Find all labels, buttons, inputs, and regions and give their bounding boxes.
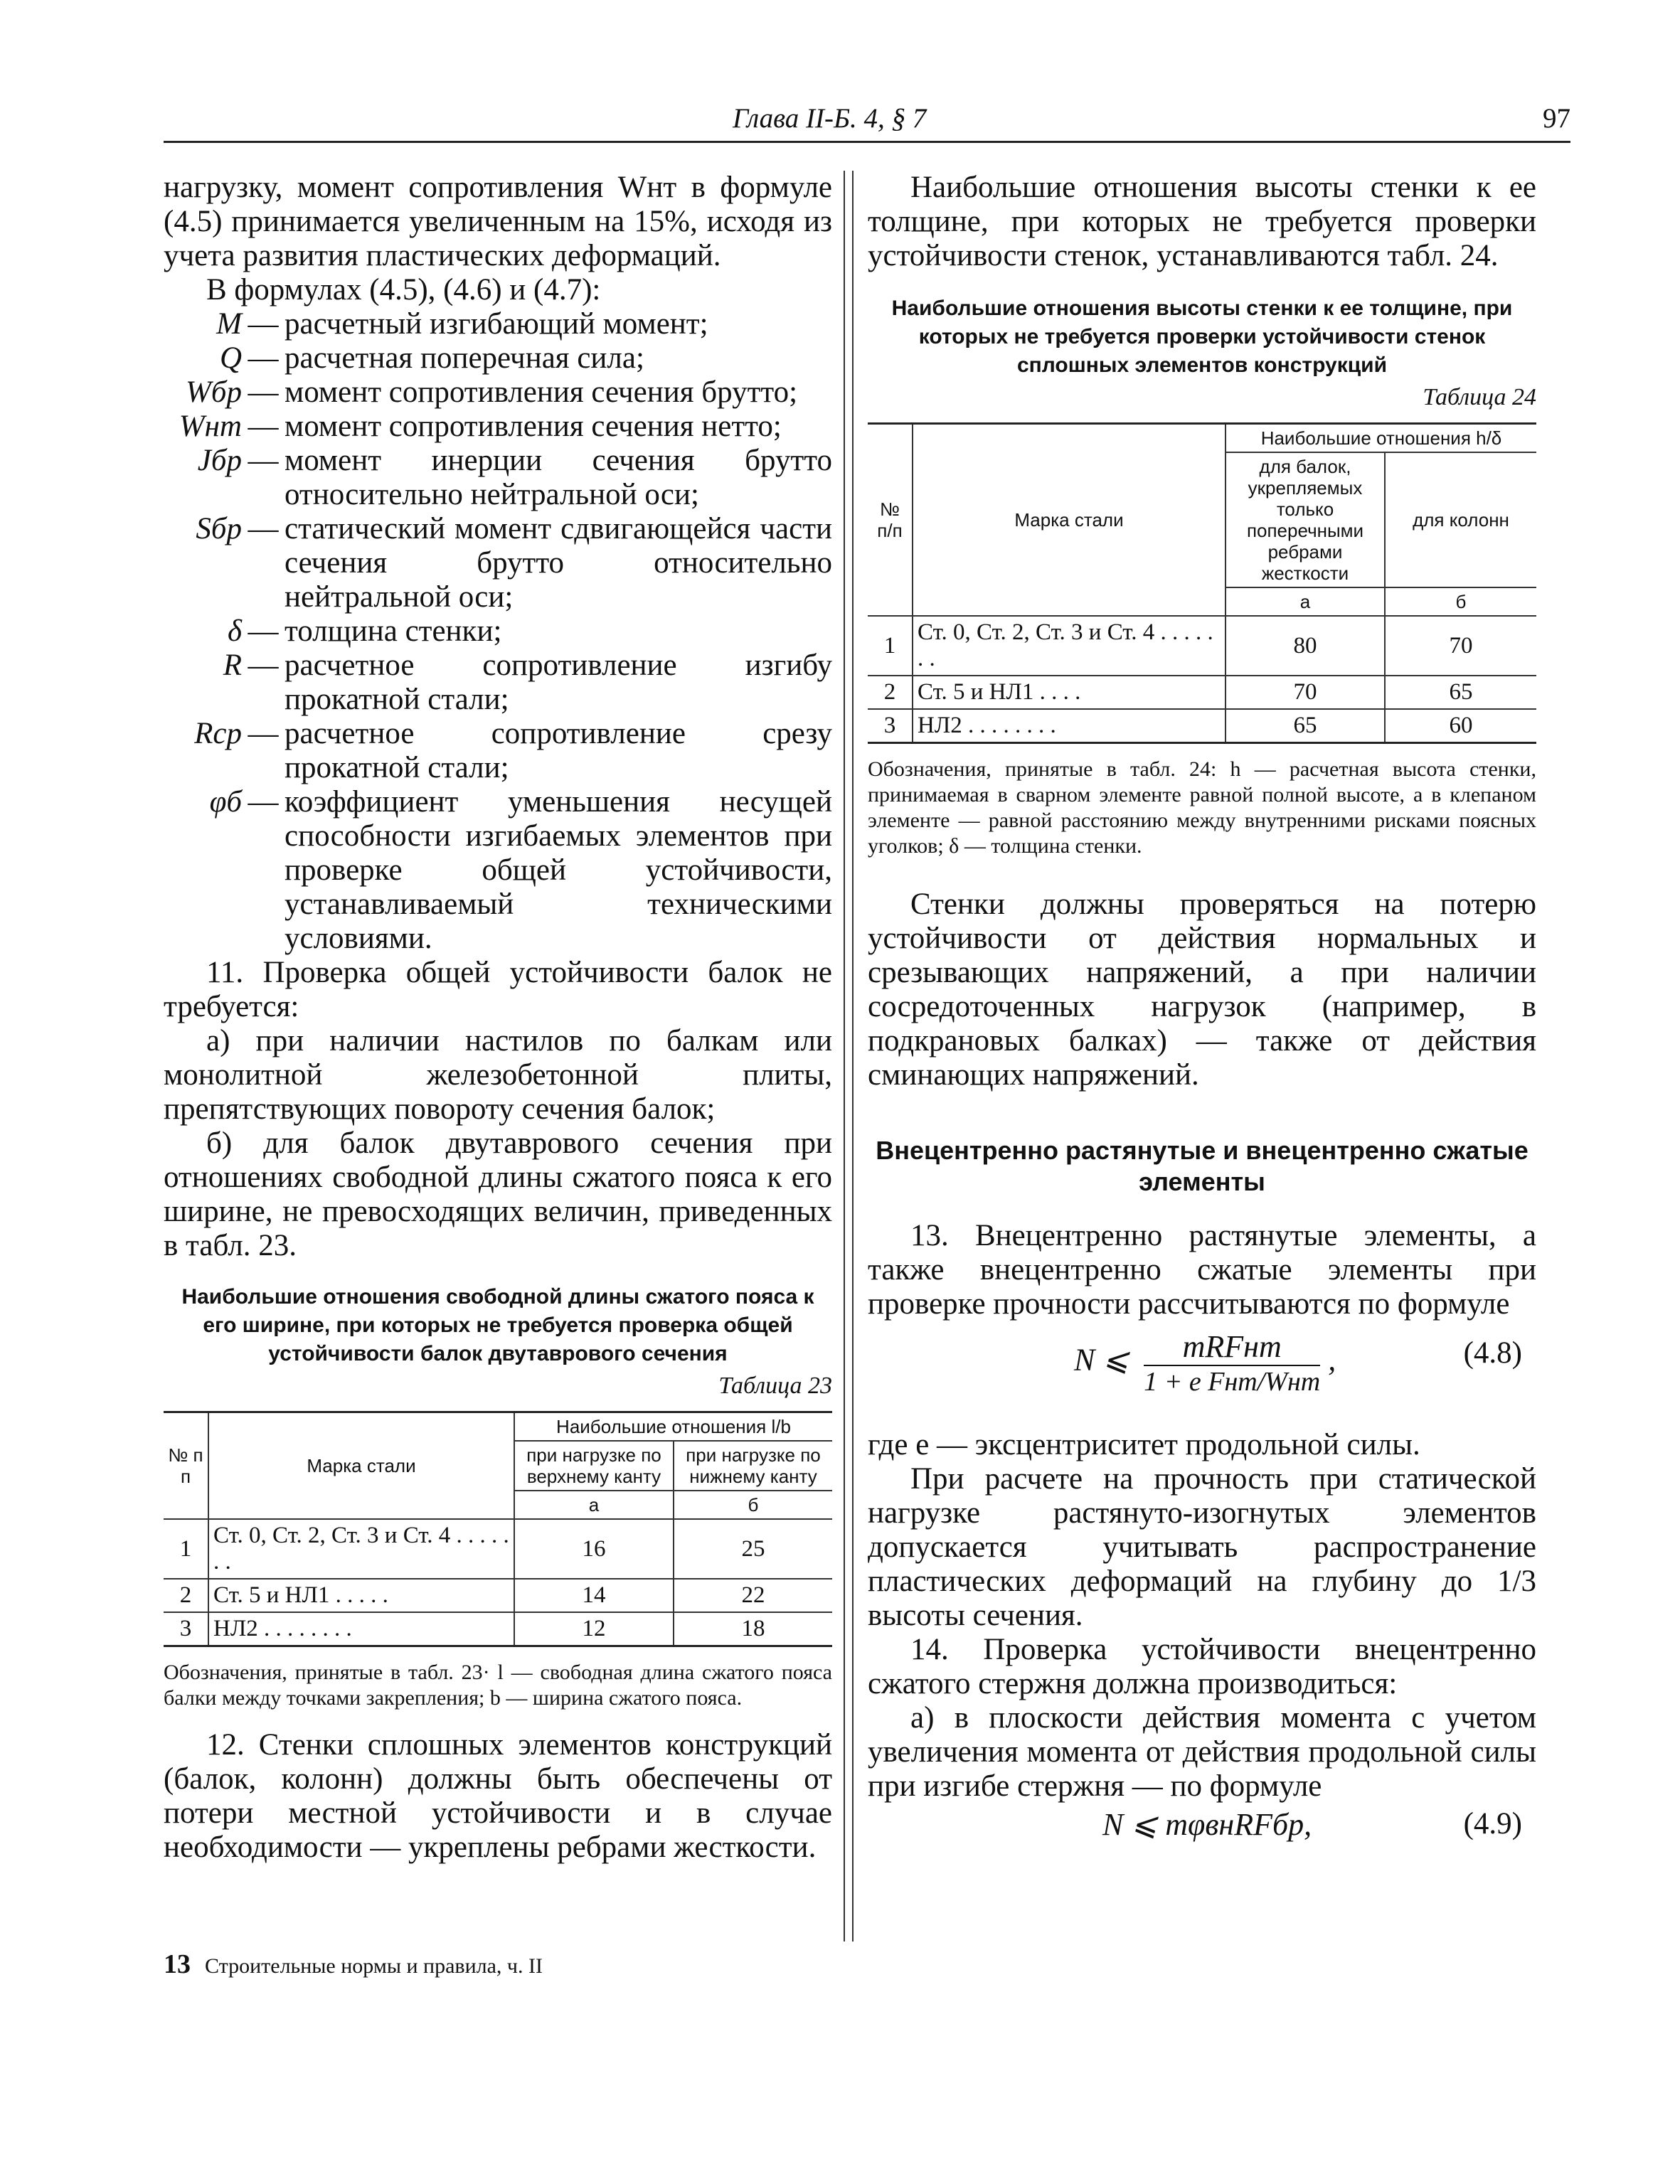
cell-grade: НЛ2 . . . . . . . . <box>208 1612 514 1646</box>
definition-text: толщина стенки; <box>285 614 502 648</box>
paragraph: Стенки должны проверяться на потерю устойчивости от действия нормальных и срезывающих напряжений, а при наличии сосредоточенных нагрузок (например, в подкрановых балках) — также от действия сминающих напряжений. <box>868 888 1536 1092</box>
cell-a: 80 <box>1226 616 1385 676</box>
cell-b: 18 <box>674 1612 832 1646</box>
cell-grade: Ст. 0, Ст. 2, Ст. 3 и Ст. 4 . . . . . . . <box>913 616 1226 676</box>
paragraph: При расчете на прочность при статической нагрузке растянуто-изогнутых элементов допускается учитывать распространение пластических деформаций на глубину до 1/3 высоты сечения. <box>868 1462 1536 1632</box>
running-header <box>164 100 1570 143</box>
cell-grade: НЛ2 . . . . . . . . <box>913 709 1226 743</box>
definition-item: φб — коэффициент уменьшения несущей способности изгибаемых элементов при проверке общей устойчивости, устанавливаемый техническими условиями. <box>164 785 832 956</box>
formula-4-8 <box>868 1321 1536 1428</box>
cell-b: 22 <box>674 1579 832 1612</box>
paragraph: где e — эксцентриситет продольной силы. <box>868 1428 1420 1461</box>
table-23 <box>164 1411 832 1647</box>
definition-item: R — расчетное сопротивление изгибу прокатной стали; <box>164 649 832 717</box>
col-header-a: при нагрузке по верхнему канту <box>514 1441 674 1491</box>
symbol: Q <box>219 341 242 375</box>
col-header-grade: Марка стали <box>913 424 1226 617</box>
formula-numerator: mRFнт <box>1144 1328 1320 1366</box>
left-column <box>164 171 832 1865</box>
cell-number: 3 <box>868 709 913 743</box>
cell-b: 70 <box>1385 616 1536 676</box>
cell-b: 60 <box>1385 709 1536 743</box>
column-divider <box>844 171 854 1941</box>
col-header-grade: Марка стали <box>208 1412 514 1520</box>
col-index-a: а <box>1226 587 1385 616</box>
definition-text: расчетное сопротивление изгибу прокатной стали; <box>285 649 832 716</box>
definition-item: Jбр — момент инерции сечения брутто относительно нейтральной оси; <box>164 444 832 512</box>
table-row <box>868 709 1536 743</box>
cell-a: 16 <box>514 1519 674 1579</box>
definition-text: расчетное сопротивление срезу прокатной стали; <box>285 717 832 784</box>
symbol: Jбр <box>197 444 242 477</box>
right-column <box>868 171 1536 1853</box>
symbol: Rср <box>194 717 242 750</box>
col-header-group: Наибольшие отношения l/b <box>514 1412 832 1442</box>
col-header-a: для балок, укрепляемых только поперечными ребрами жесткости <box>1226 452 1385 587</box>
table-24-label: Таблица 24 <box>1423 384 1536 410</box>
clause-11: 11. Проверка общей устойчивости балок не требуется: <box>164 956 832 1023</box>
cell-a: 65 <box>1226 709 1385 743</box>
clause-14a: а) в плоскости действия момента с учетом увеличения момента от действия продольной силы при изгибе стержня — по формуле <box>868 1701 1536 1803</box>
definition-text: момент инерции сечения брутто относительно нейтральной оси; <box>285 444 832 511</box>
cell-number: 3 <box>164 1612 208 1646</box>
table-row <box>164 1579 832 1612</box>
symbol: Sбр <box>196 512 242 545</box>
definition-text: расчетная поперечная сила; <box>285 341 644 375</box>
symbol: φб <box>209 785 242 819</box>
col-index-b: б <box>1385 587 1536 616</box>
page-footer <box>164 1949 543 1980</box>
table-23-caption: Наибольшие отношения свободной длины сжатого пояса к его ширине, при которых не требуется проверка общей устойчивости балок двутаврового сечения <box>181 1285 814 1365</box>
formula-body: N ⩽ mφвнRFбр, <box>1102 1807 1312 1842</box>
cell-number: 2 <box>868 676 913 709</box>
cell-number: 1 <box>164 1519 208 1579</box>
formula-4-9 <box>868 1804 1536 1853</box>
page-number: 97 <box>1543 103 1570 134</box>
clause-13: 13. Внецентренно растянутые элементы, а также внецентренно сжатые элементы при проверке прочности рассчитываются по формуле <box>868 1219 1536 1321</box>
definition-item: δ — толщина стенки; <box>164 614 832 649</box>
table-23-note: Обозначения, принятые в табл. 23· l — свободная длина сжатого пояса балки между точками закрепления; b — ширина сжатого пояса. <box>164 1661 832 1710</box>
definition-item: Rср — расчетное сопротивление срезу прокатной стали; <box>164 717 832 785</box>
paragraph: Наибольшие отношения высоты стенки к ее толщине, при которых не требуется проверки устойчивости стенок, устанавливаются табл. 24. <box>868 171 1536 272</box>
definitions-list <box>164 307 832 956</box>
section-subheading: Внецентренно растянутые и внецентренно сжатые элементы <box>876 1136 1529 1196</box>
symbol: Wнт <box>179 410 242 443</box>
table-row <box>164 1612 832 1646</box>
table-row <box>868 676 1536 709</box>
definition-text: статический момент сдвигающейся части сечения брутто относительно нейтральной оси; <box>285 512 832 614</box>
table-row <box>868 616 1536 676</box>
symbol: δ <box>228 614 242 648</box>
symbol: Wбр <box>186 375 242 409</box>
paragraph: нагрузку, момент сопротивления Wнт в формуле (4.5) принимается увеличенным на 15%, исходя из учета развития пластических деформаций. <box>164 171 832 272</box>
formula-denominator: 1 + e Fнт/Wнт <box>1144 1367 1321 1397</box>
col-index-a: а <box>514 1491 674 1519</box>
definition-text: коэффициент уменьшения несущей способности изгибаемых элементов при проверке общей устойчивости, устанавливаемый техническими условиями. <box>285 785 832 955</box>
paragraph: В формулах (4.5), (4.6) и (4.7): <box>206 273 601 307</box>
clause-11a: а) при наличии настилов по балкам или монолитной железобетонной плиты, препятствующих повороту сечения балок; <box>164 1024 832 1126</box>
cell-a: 14 <box>514 1579 674 1612</box>
clause-14: 14. Проверка устойчивости внецентренно сжатого стержня должна производиться: <box>868 1633 1536 1700</box>
definition-item: M — расчетный изгибающий момент; <box>164 307 832 341</box>
signature-number: 13 <box>164 1949 191 1979</box>
cell-a: 70 <box>1226 676 1385 709</box>
cell-number: 2 <box>164 1579 208 1612</box>
table-24-note: Обозначения, принятые в табл. 24: h — расчетная высота стенки, принимаемая в сварном элементе равной полной высоте, а в клепаном элементе — равной расстоянию между внутренними рисками поясных уголков; δ — толщина стенки. <box>868 757 1536 858</box>
definition-text: расчетный изгибающий момент; <box>285 307 708 341</box>
clause-11b: б) для балок двутаврового сечения при отношениях свободной длины сжатого пояса к его ширине, не превосходящих величин, приведенных в табл. 23. <box>164 1126 832 1262</box>
table-24-caption: Наибольшие отношения высоты стенки к ее толщине, при которых не требуется проверки устойчивости стенок сплошных элементов конструкций <box>891 297 1513 377</box>
symbol: M <box>216 307 242 341</box>
col-header-number: № п п <box>164 1412 208 1520</box>
table-23-label: Таблица 23 <box>718 1373 832 1399</box>
col-header-b: при нагрузке по нижнему канту <box>674 1441 832 1491</box>
cell-b: 65 <box>1385 676 1536 709</box>
col-header-group: Наибольшие отношения h/δ <box>1226 424 1536 453</box>
cell-b: 25 <box>674 1519 832 1579</box>
definition-item: Wнт — момент сопротивления сечения нетто; <box>164 410 832 444</box>
cell-a: 12 <box>514 1612 674 1646</box>
cell-number: 1 <box>868 616 913 676</box>
definition-text: момент сопротивления сечения нетто; <box>285 410 782 443</box>
col-header-number: № п/п <box>868 424 913 617</box>
definition-text: момент сопротивления сечения брутто; <box>285 375 798 409</box>
cell-grade: Ст. 5 и НЛ1 . . . . <box>913 676 1226 709</box>
cell-grade: Ст. 5 и НЛ1 . . . . . <box>208 1579 514 1612</box>
formula-tag: (4.9) <box>1463 1807 1522 1841</box>
formula-body: N ⩽ mRFнт 1 + e Fнт/Wнт , <box>1074 1329 1336 1397</box>
col-index-b: б <box>674 1491 832 1519</box>
chapter-title: Глава II-Б. 4, § 7 <box>733 103 927 134</box>
col-header-b: для колонн <box>1385 452 1536 587</box>
clause-12: 12. Стенки сплошных элементов конструкций (балок, колонн) должны быть обеспечены от потери местной устойчивости и в случае необходимости — укреплены ребрами жесткости. <box>164 1728 832 1864</box>
footer-text: Строительные нормы и правила, ч. II <box>205 1954 543 1978</box>
formula-lhs: N ⩽ <box>1074 1342 1129 1378</box>
table-24 <box>868 422 1536 744</box>
table-row <box>164 1519 832 1579</box>
definition-item: Sбр — статический момент сдвигающейся части сечения брутто относительно нейтральной оси; <box>164 512 832 614</box>
definition-item: Q — расчетная поперечная сила; <box>164 341 832 375</box>
definition-item: Wбр — момент сопротивления сечения брутто; <box>164 375 832 410</box>
symbol: R <box>223 649 242 682</box>
cell-grade: Ст. 0, Ст. 2, Ст. 3 и Ст. 4 . . . . . . . <box>208 1519 514 1579</box>
formula-tag: (4.8) <box>1463 1336 1522 1370</box>
